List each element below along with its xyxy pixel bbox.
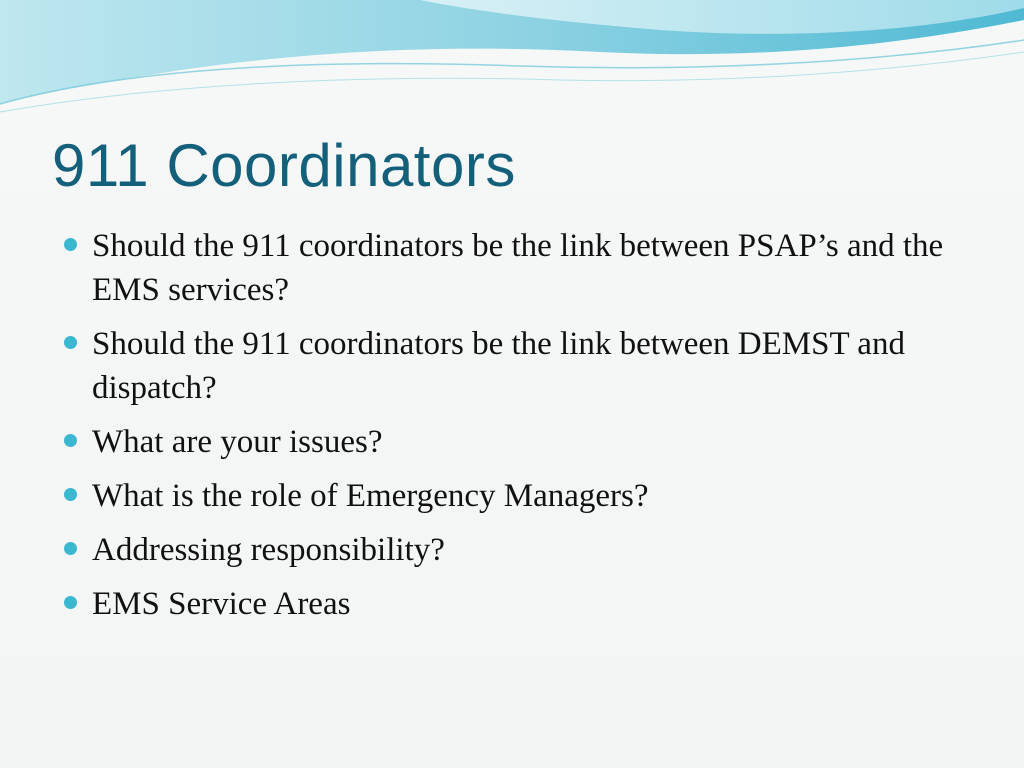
bullet-item xyxy=(62,420,962,464)
bullet-marker-icon xyxy=(64,542,77,555)
bullet-marker-icon xyxy=(64,434,77,447)
bullet-marker-icon xyxy=(64,238,77,251)
bullet-marker-icon xyxy=(64,336,77,349)
bullet-item xyxy=(62,474,962,518)
bullet-item xyxy=(62,528,962,572)
bullet-text: What are your issues? xyxy=(92,424,383,460)
bullet-text: What is the role of Emergency Managers? xyxy=(92,478,649,514)
bullet-marker-icon xyxy=(64,488,77,501)
bullet-text: EMS Service Areas xyxy=(92,586,351,622)
bullet-text: Should the 911 coordinators be the link between DEMST and dispatch? xyxy=(92,326,905,406)
header-wave-decoration xyxy=(0,0,1024,120)
bullet-item xyxy=(62,322,962,410)
bullet-marker-icon xyxy=(64,596,77,609)
bullet-text: Should the 911 coordinators be the link between PSAP’s and the EMS services? xyxy=(92,228,944,308)
bullet-item xyxy=(62,582,962,626)
bullet-list xyxy=(62,224,962,636)
bullet-item xyxy=(62,224,962,312)
bullet-text: Addressing responsibility? xyxy=(92,532,445,568)
slide-title: 911 Coordinators xyxy=(52,132,516,199)
